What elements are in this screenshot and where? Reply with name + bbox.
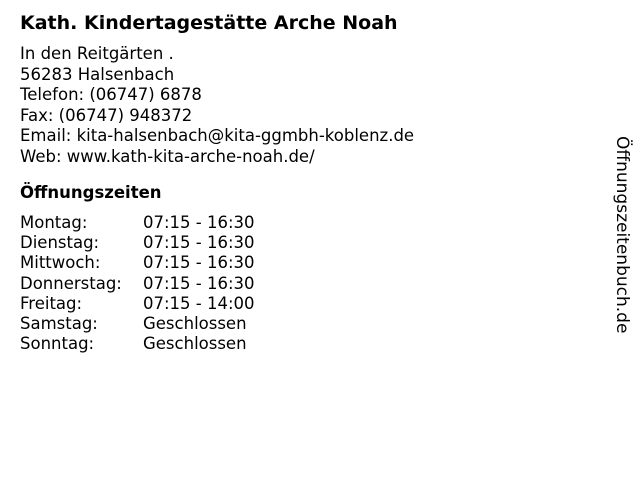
- city-postcode: 56283 Halsenbach: [20, 64, 175, 84]
- street-address: In den Reitgärten .: [20, 44, 174, 63]
- fax-number: Fax: (06747) 948372: [20, 105, 193, 125]
- day-label: Dienstag:: [20, 233, 100, 253]
- time-value: 07:15 - 14:00: [143, 293, 255, 313]
- time-value: Geschlossen: [143, 334, 247, 354]
- opening-hours-heading: Öffnungszeiten: [20, 183, 162, 202]
- day-label: Montag:: [20, 213, 88, 232]
- day-label: Freitag:: [20, 293, 83, 313]
- phone-number: Telefon: (06747) 6878: [20, 85, 202, 104]
- opening-hours-table: [20, 213, 255, 354]
- business-name: Kath. Kindertagestätte Arche Noah: [20, 12, 398, 34]
- day-label: Samstag:: [20, 314, 98, 334]
- email-address: Email: kita-halsenbach@kita-ggmbh-koblenz.de: [20, 126, 415, 145]
- day-label: Donnerstag:: [20, 273, 122, 293]
- website: Web: www.kath-kita-arche-noah.de/: [20, 146, 315, 166]
- day-label: Sonntag:: [20, 334, 95, 354]
- hours-row-tuesday: [20, 233, 255, 253]
- hours-row-sunday: [20, 334, 255, 354]
- hours-row-saturday: [20, 314, 255, 334]
- hours-row-wednesday: [20, 253, 255, 273]
- hours-row-monday: [20, 213, 255, 233]
- time-value: Geschlossen: [143, 314, 247, 334]
- site-watermark: Öffnungszeitenbuch.de: [612, 136, 632, 334]
- time-value: 07:15 - 16:30: [143, 253, 255, 273]
- contact-block: [20, 44, 414, 167]
- day-label: Mittwoch:: [20, 253, 101, 273]
- hours-row-thursday: [20, 274, 255, 294]
- hours-row-friday: [20, 294, 255, 314]
- time-value: 07:15 - 16:30: [143, 273, 255, 293]
- time-value: 07:15 - 16:30: [143, 213, 255, 232]
- time-value: 07:15 - 16:30: [143, 233, 255, 253]
